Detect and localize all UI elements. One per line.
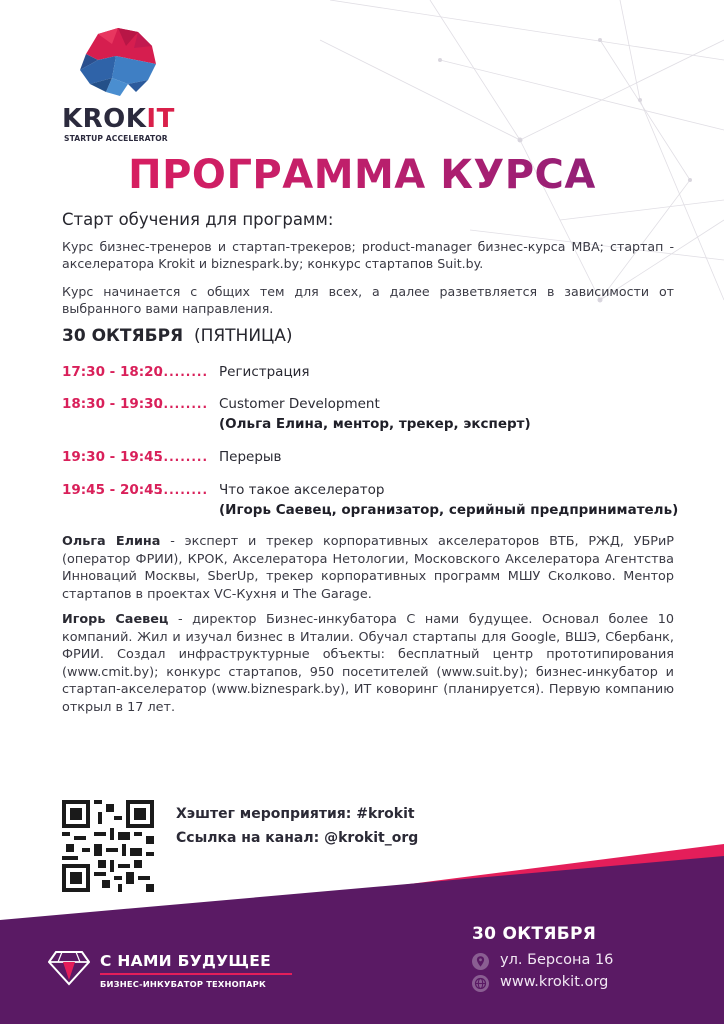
- hashtag-text: Хэштег мероприятия: #krokit: [176, 806, 415, 822]
- brand-tagline: STARTUP ACCELERATOR: [64, 134, 168, 143]
- globe-icon: [472, 975, 489, 992]
- day-date: 30 ОКТЯБРЯ: [62, 326, 184, 346]
- channel-link[interactable]: Ссылка на канал: @krokit_org: [176, 830, 419, 846]
- schedule-speaker: (Ольга Елина, ментор, трекер, эксперт): [219, 416, 531, 432]
- location-pin-icon: [472, 953, 489, 970]
- event-address: ул. Берсона 16: [500, 952, 614, 968]
- schedule-time: 18:30 - 19:30: [62, 396, 163, 412]
- intro-heading: Старт обучения для программ:: [62, 210, 334, 229]
- event-date: 30 ОКТЯБРЯ: [472, 924, 597, 944]
- qr-code-icon[interactable]: [62, 800, 154, 892]
- schedule-dots: .........: [158, 365, 209, 379]
- brand-main-text: KROK: [62, 104, 147, 134]
- schedule-speaker: (Игорь Саевец, организатор, серийный предприниматель): [219, 502, 679, 518]
- speaker-bio: [62, 533, 674, 603]
- day-heading: [62, 326, 293, 346]
- brain-logo-icon: [76, 26, 158, 98]
- intro-paragraph-1: Курс бизнес-тренеров и стартап-трекеров; product-manager бизнес-курса MBA; стартап - акселератора Krokit и biznespark.by; конкурс стартапов Suit.by.: [62, 239, 674, 271]
- partner-name: С НАМИ БУДУЩЕЕ: [100, 952, 271, 970]
- speaker-name: Игорь Саевец: [62, 612, 169, 627]
- schedule-dots: .........: [158, 483, 209, 497]
- diamond-logo-icon: [48, 950, 90, 986]
- page-title: ПРОГРАММА КУРСА: [0, 152, 724, 198]
- schedule-dots: .........: [158, 450, 209, 464]
- day-weekday: (ПЯТНИЦА): [193, 326, 293, 346]
- schedule-time: 17:30 - 18:20: [62, 364, 163, 380]
- speaker-bio-text: - эксперт и трекер корпоративных акселераторов ВТБ, РЖД, УБРиР (оператор ФРИИ), КРОК, Акселератора Нетологии, Московского Акселератора Агентства Инноваций Москвы, SberUp, трекер корпоративных программ МШУ Сколково. Ментор стартапов в проектах VC-Кухня и The Garage.: [62, 534, 674, 602]
- speaker-bio: [62, 611, 674, 716]
- brand-name: [62, 104, 175, 134]
- speaker-name: Ольга Елина: [62, 534, 161, 549]
- schedule-title: Регистрация: [219, 364, 310, 380]
- schedule-title: Customer Development: [219, 396, 380, 412]
- speaker-bio-text: - директор Бизнес-инкубатора С нами будущее. Основал более 10 компаний. Жил и изучал бизнес в Италии. Обучал стартапы для Google, ВШЭ, Сбербанк, ФРИИ. Создал инфраструктурные объекты: бесплатный центр прототипирования (www.cmit.by); конкурс стартапов, 950 посетителей (www.suit.by); бизнес-инкубатор и стартап-акселератор (www.biznespark.by), ИТ коворинг (планируется). Первую компанию открыл в 17 лет.: [62, 612, 674, 715]
- event-website-link[interactable]: www.krokit.org: [500, 974, 609, 990]
- intro-paragraph-2: Курс начинается с общих тем для всех, а далее разветвляется в зависимости от выбранного вами направления.: [62, 284, 674, 316]
- schedule-dots: .........: [158, 397, 209, 411]
- partner-divider: [100, 973, 292, 975]
- schedule-title: Что такое акселератор: [219, 482, 385, 498]
- schedule-title: Перерыв: [219, 449, 282, 465]
- partner-subtitle: БИЗНЕС-ИНКУБАТОР ТЕХНОПАРК: [100, 979, 266, 989]
- schedule-time: 19:30 - 19:45: [62, 449, 163, 465]
- brand-accent-text: IT: [146, 104, 175, 134]
- schedule-time: 19:45 - 20:45: [62, 482, 163, 498]
